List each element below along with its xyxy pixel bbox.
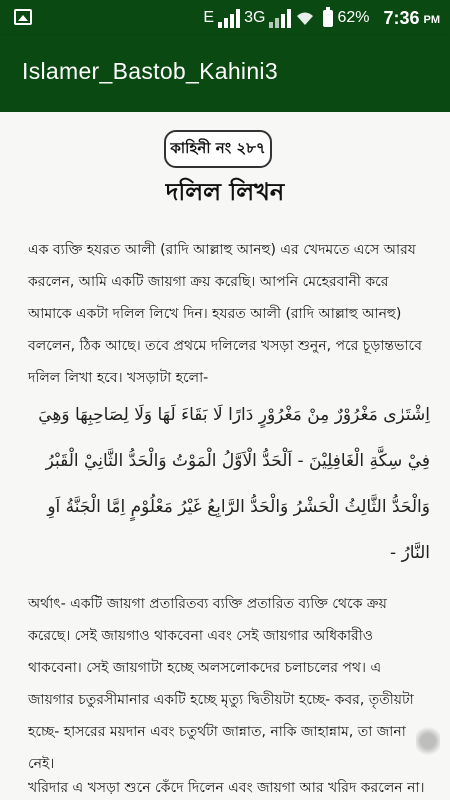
clock-ampm: PM [423,14,440,26]
network-type-e: E [203,9,215,26]
app-bar [0,36,450,112]
image-notification-icon [14,9,32,25]
app-title: Islamer_Bastob_Kahini3 [22,58,278,84]
signal-2-icon [269,8,291,28]
arabic-text: اِشْتَرٰى مَغْرُوْرٌ مِنْ مَغْرُوْرٍ دَارًا لَا بَقَاءَ لَهَا وَلَا لِصَاحِبِهَا وَهِيَ فِيْ سِكَّةِ الْغَافِلِيْنَ - اَلْحَدُّ الْاَوَّلُ الْمَوْتُ وَالْحَدُّ الثَّانِيْ الْقَبْرُ وَالْحَدُّ الثَّالِثُ الْحَشْرُ وَالْحَدُّ الرَّابِعُ غَيْرُ مَعْلُوْمٍ اِمَّا الْجَنَّةُ اَوِ النَّارُ - [38,405,430,563]
paragraph-2: অর্থাৎ- একটি জায়গা প্রতারিতব্য ব্যক্তি প্রতারিত ব্যক্তি থেকে ক্রয় করেছে। সেই জায়গাও থাকবেনা এবং সেই জায়গার অধিকারীও থাকবেনা। সেই জায়গাটা হচ্ছে অলসলোকদের চলাচলের পথ। এ জায়গার চতুরসীমানার একটি হচ্ছে মৃত্যু দ্বিতীয়টা হচ্ছে- কবর, তৃতীয়টা হচ্ছে- হাসরের ময়দান এবং চতুর্থটা জান্নাত, নাকি জাহান্নাম, তা জানা নেই। [28,596,414,772]
scanned-page[interactable] [0,112,450,800]
battery-percent: 62% [337,9,370,26]
chapter-label: কাহিনী নং ২৮৭ [164,130,272,168]
wifi-icon [295,10,315,26]
status-bar [0,0,450,36]
signal-icon [218,8,240,28]
network-type-3g: 3G [244,9,266,26]
clock: 7:36 [383,7,420,28]
page-heading: দলিল লিখন [165,178,285,206]
battery-icon [323,10,333,27]
status-icons [203,0,440,36]
paragraph-3: খরিদার এ খসড়া শুনে কেঁদে দিলেন এবং জায়গা আর খরিদ করলেন না। [28,780,425,796]
page-mark [416,720,440,762]
paragraph-1: এক ব্যক্তি হযরত আলী (রাদি আল্লাহু আনহু) এর খেদমতে এসে আরয করলেন, আমি একটি জায়গা ক্রয় করেছি। আপনি মেহেরবানী করে আমাকে একটা দলিল লিখে দিন। হযরত আলী (রাদি আল্লাহু আনহু) বললেন, ঠিক আছে। তবে প্রথমে দলিলের খসড়া শুনুন, পরে চূড়ান্তভাবে দলিল লিখা হবে। খসড়াটা হলো- [28,242,422,386]
